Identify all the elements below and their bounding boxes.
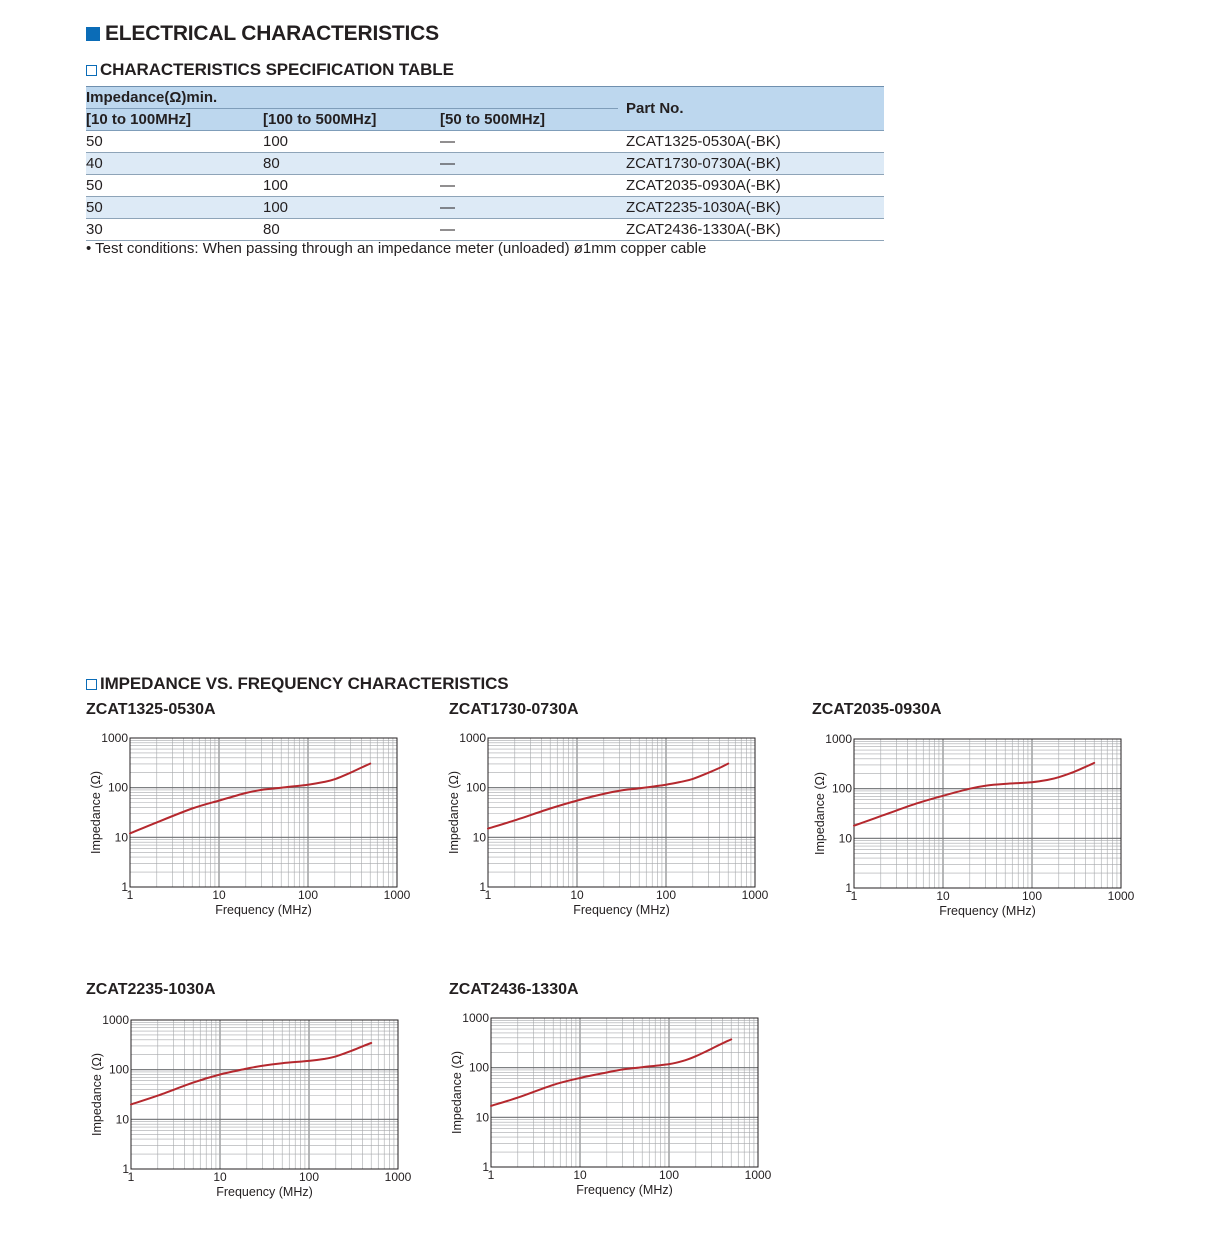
chart-title: ZCAT2436-1330A xyxy=(449,981,579,998)
col-header-100-500: [100 to 500MHz] xyxy=(263,109,440,131)
y-tick-label: 1 xyxy=(121,880,128,894)
x-tick-label: 1 xyxy=(126,888,134,902)
cell-10-100: 50 xyxy=(86,175,263,197)
cell-50-500: — xyxy=(440,197,618,219)
y-tick-label: 1000 xyxy=(459,731,486,745)
table-row xyxy=(86,175,884,197)
y-tick-label: 10 xyxy=(472,830,486,845)
y-tick-label: 100 xyxy=(108,1062,129,1077)
spec-table xyxy=(86,86,884,241)
y-tick-label: 10 xyxy=(475,1110,489,1125)
y-tick-label: 1000 xyxy=(101,731,128,745)
cell-50-500: — xyxy=(440,175,618,197)
plot-frame xyxy=(131,1020,398,1169)
impedance-chart xyxy=(80,728,420,928)
impedance-curve xyxy=(488,764,728,829)
y-axis-label: Impedance (Ω) xyxy=(89,771,103,854)
y-axis-label: Impedance (Ω) xyxy=(813,772,827,855)
y-tick-label: 10 xyxy=(838,831,852,846)
x-tick-label: 1000 xyxy=(383,888,411,902)
x-tick-label: 10 xyxy=(213,1170,227,1184)
impedance-curve xyxy=(131,1043,371,1104)
section-heading-text: ELECTRICAL CHARACTERISTICS xyxy=(105,22,439,45)
x-tick-label: 1 xyxy=(850,889,858,903)
filled-square-icon xyxy=(86,27,100,41)
cell-100-500: 80 xyxy=(263,219,440,241)
x-axis-label: Frequency (MHz) xyxy=(576,1183,673,1197)
y-tick-label: 1 xyxy=(479,880,486,894)
y-axis-label: Impedance (Ω) xyxy=(450,1051,464,1134)
y-tick-label: 1 xyxy=(845,881,852,895)
impedance-chart xyxy=(441,1008,781,1208)
y-tick-label: 100 xyxy=(468,1060,489,1075)
cell-50-500: — xyxy=(440,153,618,175)
y-tick-label: 100 xyxy=(831,781,852,796)
y-tick-label: 1 xyxy=(122,1162,129,1176)
cell-50-500: — xyxy=(440,131,618,153)
chart-title: ZCAT1325-0530A xyxy=(86,701,216,718)
x-tick-label: 1 xyxy=(127,1170,135,1184)
cell-part-no: ZCAT2035-0930A(-BK) xyxy=(618,175,884,197)
impedance-chart xyxy=(438,728,778,928)
chart-title: ZCAT1730-0730A xyxy=(449,701,579,718)
x-tick-label: 1 xyxy=(484,888,492,902)
y-axis-label: Impedance (Ω) xyxy=(90,1053,104,1136)
table-row xyxy=(86,219,884,241)
x-axis-label: Frequency (MHz) xyxy=(573,903,670,917)
x-axis-label: Frequency (MHz) xyxy=(939,904,1036,918)
y-tick-label: 10 xyxy=(114,830,128,845)
spec-table-title xyxy=(86,60,454,80)
impedance-curve xyxy=(854,763,1094,826)
cell-10-100: 50 xyxy=(86,131,263,153)
x-tick-label: 10 xyxy=(573,1168,587,1182)
table-row xyxy=(86,153,884,175)
x-tick-label: 1000 xyxy=(744,1168,772,1182)
test-conditions-note: • Test conditions: When passing through an impedance meter (unloaded) ø1mm copper cable xyxy=(86,240,707,257)
plot-frame xyxy=(854,739,1121,888)
table-header-row xyxy=(86,87,884,109)
col-header-50-500: [50 to 500MHz] xyxy=(440,109,618,131)
table-row xyxy=(86,197,884,219)
chart-title: ZCAT2035-0930A xyxy=(812,701,942,718)
cell-10-100: 40 xyxy=(86,153,263,175)
partno-header: Part No. xyxy=(618,87,884,131)
chart-title: ZCAT2235-1030A xyxy=(86,981,216,998)
x-tick-label: 100 xyxy=(655,888,677,902)
plot-frame xyxy=(488,738,755,887)
x-tick-label: 100 xyxy=(298,1170,320,1184)
outline-square-icon xyxy=(86,679,97,690)
impedance-section-title xyxy=(86,674,509,694)
cell-100-500: 100 xyxy=(263,197,440,219)
x-tick-label: 1000 xyxy=(1107,889,1135,903)
cell-10-100: 50 xyxy=(86,197,263,219)
x-tick-label: 100 xyxy=(297,888,319,902)
cell-part-no: ZCAT1730-0730A(-BK) xyxy=(618,153,884,175)
x-tick-label: 10 xyxy=(570,888,584,902)
x-axis-label: Frequency (MHz) xyxy=(216,1185,313,1199)
x-tick-label: 100 xyxy=(658,1168,680,1182)
cell-10-100: 30 xyxy=(86,219,263,241)
impedance-section-title-text: IMPEDANCE VS. FREQUENCY CHARACTERISTICS xyxy=(100,674,509,693)
cell-100-500: 80 xyxy=(263,153,440,175)
col-header-10-100: [10 to 100MHz] xyxy=(86,109,263,131)
section-heading xyxy=(86,22,439,46)
table-row xyxy=(86,131,884,153)
x-tick-label: 1000 xyxy=(384,1170,412,1184)
spec-table-title-text: CHARACTERISTICS SPECIFICATION TABLE xyxy=(100,60,454,79)
y-tick-label: 1000 xyxy=(825,732,852,746)
y-tick-label: 100 xyxy=(465,780,486,795)
x-tick-label: 10 xyxy=(936,889,950,903)
y-axis-label: Impedance (Ω) xyxy=(447,771,461,854)
impedance-header: Impedance(Ω)min. xyxy=(86,87,618,109)
y-tick-label: 100 xyxy=(107,780,128,795)
cell-part-no: ZCAT1325-0530A(-BK) xyxy=(618,131,884,153)
y-tick-label: 1 xyxy=(482,1160,489,1174)
impedance-chart xyxy=(804,729,1144,929)
impedance-chart xyxy=(81,1010,421,1210)
x-tick-label: 100 xyxy=(1021,889,1043,903)
cell-part-no: ZCAT2235-1030A(-BK) xyxy=(618,197,884,219)
cell-100-500: 100 xyxy=(263,131,440,153)
cell-100-500: 100 xyxy=(263,175,440,197)
outline-square-icon xyxy=(86,65,97,76)
plot-frame xyxy=(130,738,397,887)
x-axis-label: Frequency (MHz) xyxy=(215,903,312,917)
y-tick-label: 1000 xyxy=(102,1013,129,1027)
cell-50-500: — xyxy=(440,219,618,241)
x-tick-label: 1 xyxy=(487,1168,495,1182)
x-tick-label: 10 xyxy=(212,888,226,902)
x-tick-label: 1000 xyxy=(741,888,769,902)
y-tick-label: 1000 xyxy=(462,1011,489,1025)
y-tick-label: 10 xyxy=(115,1112,129,1127)
cell-part-no: ZCAT2436-1330A(-BK) xyxy=(618,219,884,241)
